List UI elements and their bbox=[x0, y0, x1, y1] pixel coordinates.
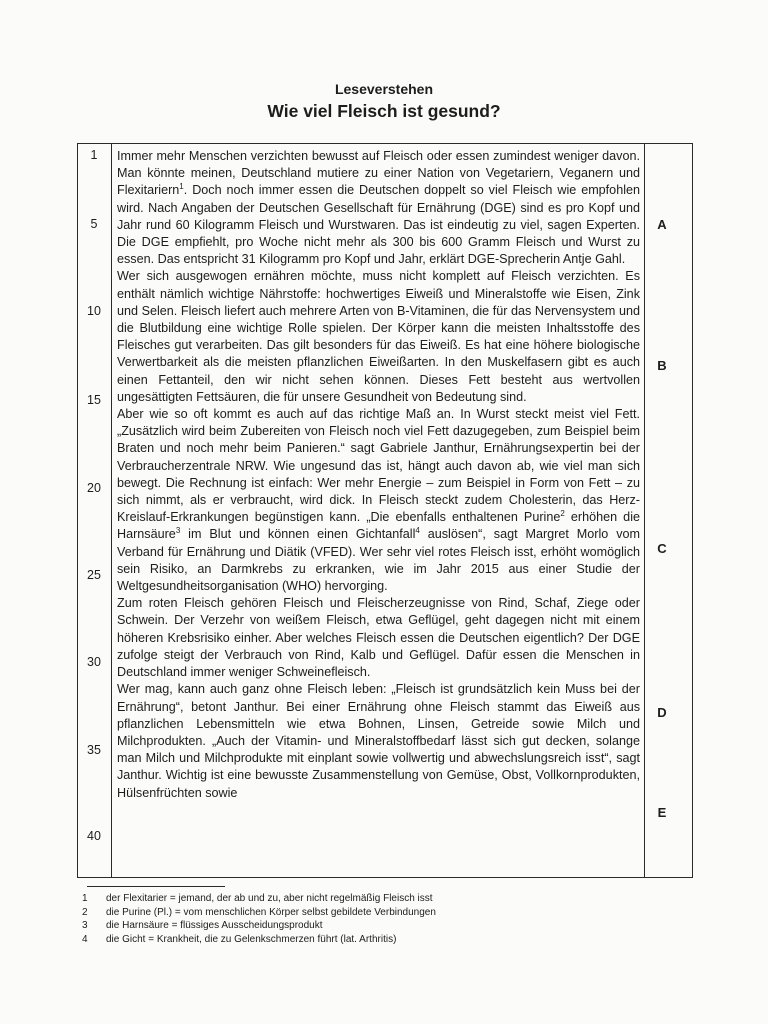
article-text bbox=[117, 148, 640, 802]
footnote-ref: 4 bbox=[415, 526, 420, 536]
line-number: 10 bbox=[87, 304, 101, 318]
footnote-item: 2 die Purine (Pl.) = vom menschlichen Körper selbst gebildete Verbindungen bbox=[82, 906, 436, 918]
column-divider-left bbox=[111, 144, 112, 877]
line-number: 25 bbox=[87, 568, 101, 582]
page-title: Wie viel Fleisch ist gesund? bbox=[267, 101, 501, 121]
section-letter-c: C bbox=[657, 541, 667, 556]
footnote-ref: 3 bbox=[175, 526, 181, 536]
column-divider-right bbox=[644, 144, 645, 877]
line-number: 40 bbox=[87, 829, 101, 843]
footnote-divider bbox=[87, 886, 225, 887]
line-number: 1 bbox=[90, 148, 98, 162]
page-subtitle: Leseverstehen bbox=[334, 81, 434, 97]
line-number: 15 bbox=[87, 393, 101, 407]
section-letter-a: A bbox=[657, 217, 667, 232]
footnote-ref: 1 bbox=[179, 182, 184, 192]
line-number: 20 bbox=[87, 481, 101, 495]
footnote-item: 1 der Flexitarier = jemand, der ab und zu, aber nicht regelmäßig Fleisch isst bbox=[82, 893, 433, 904]
paragraph-e: Wer mag, kann auch ganz ohne Fleisch leben: „Fleisch ist grundsätzlich kein Muss bei der Ernährung“, betont Janthur. Bei einer Ernährung ohne Fleisch stammt das Eiweiß aus pflanzlichen Lebensmitteln wie etwa Bohnen, Linsen, Getreide sowie Milch und Milchprodukten. „Auch der Vitamin- und Mineralstoffbedarf lässt sich gut decken, solange man Milch und Milchprodukte mit einplant sowie vollwertig und abwechslungsreich isst“, sagt Janthur. Wichtig ist eine bewusste Zusammenstellung von Gemüse, Obst, Vollkornprodukten, Hülsenfrüchten sowie bbox=[117, 682, 640, 800]
line-number: 30 bbox=[87, 655, 101, 669]
line-number: 35 bbox=[87, 743, 101, 757]
footnotes bbox=[82, 892, 436, 946]
section-letter-b: B bbox=[657, 358, 667, 373]
section-letter-e: E bbox=[657, 805, 667, 820]
footnote-item: 4 die Gicht = Krankheit, die zu Gelenkschmerzen führt (lat. Arthritis) bbox=[82, 933, 397, 945]
footnote-item: 3 die Harnsäure = flüssiges Ausscheidungsprodukt bbox=[82, 920, 323, 931]
paragraph-d: Zum roten Fleisch gehören Fleisch und Fleischerzeugnisse von Rind, Schaf, Ziege oder Schwein. Der Verzehr von weißem Fleisch, etwa Geflügel, geht dagegen nicht mit einem höheren Krebsrisiko einher. Aber welches Fleisch essen die Deutschen eigentlich? Der DGE zufolge steigt der Verbrauch von Rind, Kalb und Geflügel. Dafür essen die Menschen in Deutschland immer weniger Schweinefleisch. bbox=[117, 596, 640, 680]
paragraph-c: Aber wie so oft kommt es auch auf das richtige Maß an. In Wurst steckt meist viel Fett. „Zusätzlich wird beim Zubereiten von Fleisch noch viel Fett dazugegeben, zum Beispiel beim Braten und noch mehr beim Panieren.“ sagt Gabriele Janthur, Ernährungsexpertin bei der Verbraucherzentrale NRW. Wie ungesund das ist, hängt auch davon ab, wie viel man sich bewegt. Die Rechnung ist einfach: Wer mehr Energie – zum Beispiel in Form von Fett – zu sich nimmt, als er verbraucht, wird dick. In Fleisch steckt zudem Cholesterin, das Herz-Kreislauf-Erkrankungen begünstigen kann. „Die ebenfalls enthaltenen Purine$^2$ erhöhen die Harnsäure$^3$ im Blut und können einen Gichtanfall$^4$ auslösen“, sagt Margret Morlo vom Verband für Ernährung und Diätik (VFED). Wer sehr viel rotes Fleisch isst, erhöht womöglich sein Risiko, an Darmkrebs zu erkranken, wie im Jahr 2015 aus einer Studie der Weltgesundheitsorganisation (WHO) hervorging. bbox=[117, 407, 640, 594]
header bbox=[0, 80, 768, 123]
paragraph-a: Immer mehr Menschen verzichten bewusst auf Fleisch oder essen zumindest weniger davon. Man könnte meinen, Deutschland mutiere zu einer Nation von Vegetariern, Veganern und Flexitariern$^1$. Doch noch immer essen die Deutschen doppelt so viel Fleisch wie empfohlen wird. Nach Angaben der Deutschen Gesellschaft für Ernährung (DGE) sind es pro Kopf und Jahr rund 60 Kilogramm Fleisch und Wurstwaren. Das ist eindeutig zu viel, sagen Experten. Die DGE empfiehlt, pro Woche nicht mehr als 300 bis 600 Gramm Fleisch und Wurst zu essen. Das entspricht 31 Kilogramm pro Kopf und Jahr, erklärt DGE-Sprecherin Antje Gahl. bbox=[117, 149, 640, 267]
section-letter-d: D bbox=[657, 705, 667, 720]
footnote-ref: 2 bbox=[560, 509, 565, 519]
paragraph-b: Wer sich ausgewogen ernähren möchte, muss nicht komplett auf Fleisch verzichten. Es enthält nämlich wichtige Nährstoffe: hochwertiges Eiweiß und Mineralstoffe wie Eisen, Zink und Selen. Fleisch liefert auch mehrere Arten von B-Vitaminen, die für das Nervensystem und die Blutbildung eine wichtige Rolle spielen. Der Körper kann die meisten Inhaltsstoffe des Fleisches gut verarbeiten. Das gilt besonders für das Eiweiß. Es hat eine höhere biologische Verwertbarkeit als die meisten pflanzlichen Eiweißarten. In den Muskelfasern gibt es auch einen Fettanteil, den wir nicht sehen können. Dieses Fett besteht aus wertvollen ungesättigten Fettsäuren, die für unsere Gesundheit von Bedeutung sind. bbox=[117, 269, 640, 404]
line-number: 5 bbox=[90, 217, 98, 231]
